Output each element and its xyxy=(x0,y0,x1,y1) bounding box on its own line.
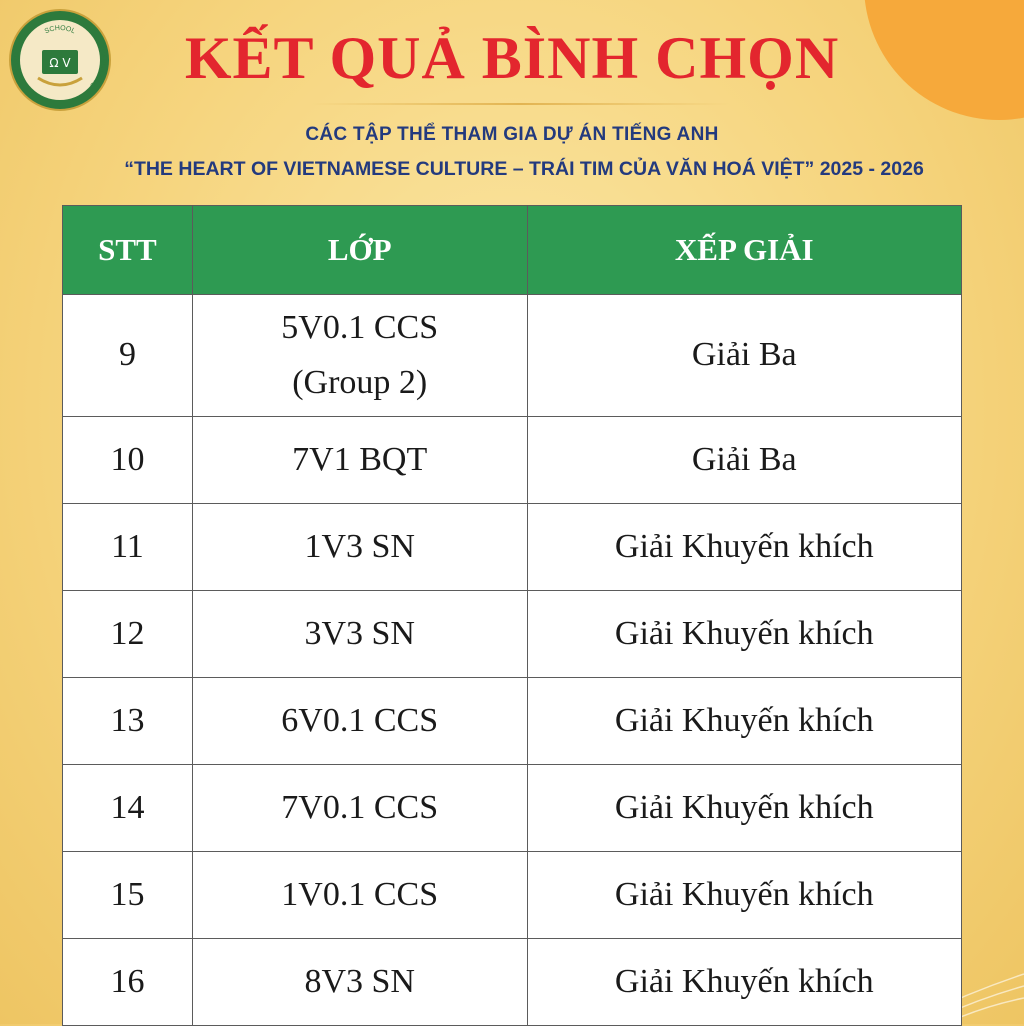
cell-stt: 14 xyxy=(63,765,193,852)
table-header-row xyxy=(63,206,962,295)
cell-lop: 1V3 SN xyxy=(192,504,527,591)
table-row xyxy=(63,295,962,417)
cell-giai: Giải Khuyến khích xyxy=(527,852,961,939)
column-header-lop: LỚP xyxy=(192,206,527,295)
logo-right-text: THĂNG LONG xyxy=(88,43,107,89)
cell-lop xyxy=(192,295,527,417)
cell-lop-line-1: 5V0.1 CCS xyxy=(281,309,439,347)
cell-lop-line-2: (Group 2) xyxy=(292,363,428,401)
subtitle-line-2: “THE HEART OF VIETNAMESE CULTURE – TRÁI TIM CỦA VĂN HOÁ VIỆT” 2025 - 2026 xyxy=(124,158,924,180)
table-row xyxy=(63,591,962,678)
cell-stt: 10 xyxy=(63,417,193,504)
cell-stt: 16 xyxy=(63,939,193,1026)
cell-lop: 8V3 SN xyxy=(192,939,527,1026)
cell-stt: 11 xyxy=(63,504,193,591)
table-row xyxy=(63,417,962,504)
cell-giai: Giải Ba xyxy=(527,295,961,417)
column-header-stt: STT xyxy=(63,206,193,295)
table-row xyxy=(63,765,962,852)
cell-lop: 6V0.1 CCS xyxy=(192,678,527,765)
cell-giai: Giải Ba xyxy=(527,417,961,504)
table-row xyxy=(63,504,962,591)
cell-lop: 1V0.1 CCS xyxy=(192,852,527,939)
table-row xyxy=(63,852,962,939)
cell-stt: 13 xyxy=(63,678,193,765)
cell-giai: Giải Khuyến khích xyxy=(527,591,961,678)
logo-symbols: Ω V xyxy=(49,56,71,70)
cell-giai: Giải Khuyến khích xyxy=(527,765,961,852)
cell-stt: 15 xyxy=(63,852,193,939)
title-divider xyxy=(310,103,730,105)
subtitle-line-1: CÁC TẬP THỂ THAM GIA DỰ ÁN TIẾNG ANH xyxy=(305,124,719,145)
table-row xyxy=(63,939,962,1026)
cell-stt: 9 xyxy=(63,295,193,417)
table-row xyxy=(63,678,962,765)
cell-lop: 7V0.1 CCS xyxy=(192,765,527,852)
logo-top-text: SCHOOL xyxy=(43,24,77,36)
page-title: KẾT QUẢ BÌNH CHỌN xyxy=(184,25,840,91)
cell-stt: 12 xyxy=(63,591,193,678)
column-header-xep-giai: XẾP GIẢI xyxy=(527,206,961,295)
cell-lop: 3V3 SN xyxy=(192,591,527,678)
cell-lop: 7V1 BQT xyxy=(192,417,527,504)
cell-giai: Giải Khuyến khích xyxy=(527,939,961,1026)
logo-left-text: VICTORIA xyxy=(13,50,28,84)
cell-giai: Giải Khuyến khích xyxy=(527,678,961,765)
results-table xyxy=(62,205,962,1026)
cell-giai: Giải Khuyến khích xyxy=(527,504,961,591)
